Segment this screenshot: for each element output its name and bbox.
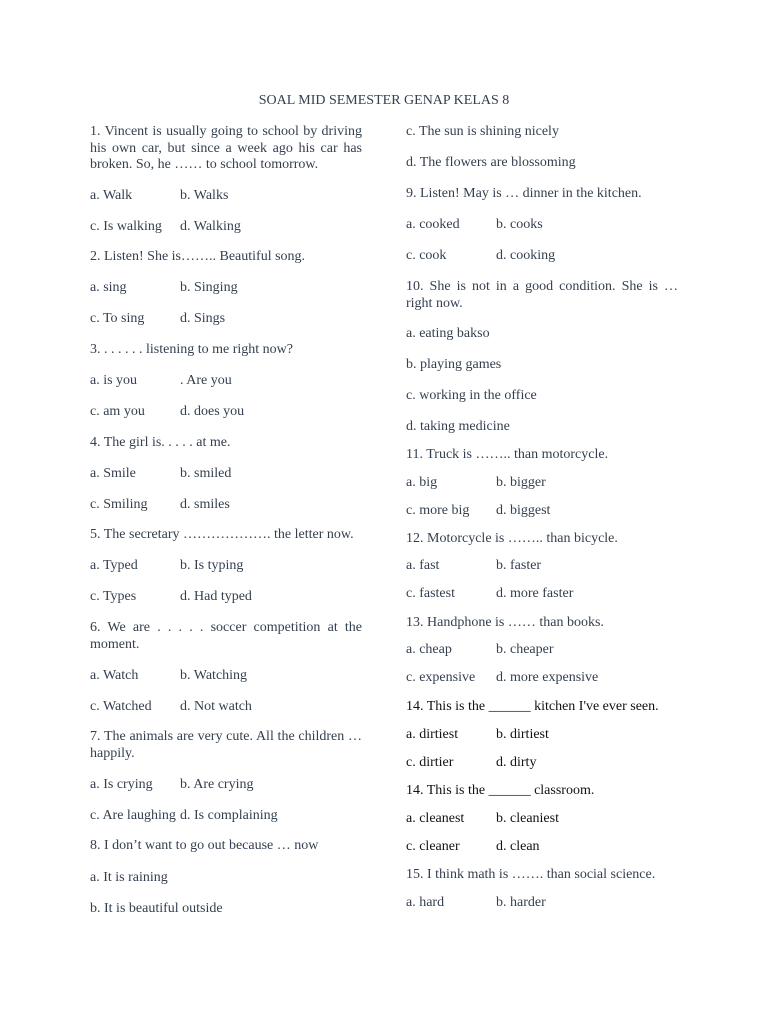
answer-option: c. cleaner bbox=[406, 839, 460, 854]
answer-option: d. dirty bbox=[496, 755, 537, 770]
answer-option: d. more expensive bbox=[496, 670, 599, 685]
answer-option: d. clean bbox=[496, 839, 540, 854]
answer-option: b. cooks bbox=[496, 217, 543, 232]
question-text: 3. . . . . . . listening to me right now? bbox=[90, 342, 293, 357]
answer-option: c. Is walking bbox=[90, 219, 162, 234]
answer-option: c. Watched bbox=[90, 699, 152, 714]
answer-option: a. Smile bbox=[90, 466, 136, 481]
question-text: 13. Handphone is …… than books. bbox=[406, 615, 604, 630]
answer-option: a. eating bakso bbox=[406, 326, 490, 341]
question-text: 8. I don’t want to go out because … now bbox=[90, 838, 319, 853]
answer-option: c. The sun is shining nicely bbox=[406, 124, 559, 139]
answer-option: c. To sing bbox=[90, 311, 145, 326]
answer-option: c. fastest bbox=[406, 586, 455, 601]
answer-option: d. smiles bbox=[180, 497, 230, 512]
question-text: 14. This is the ______ kitchen I've ever seen. bbox=[406, 699, 659, 714]
answer-option: c. Types bbox=[90, 589, 137, 604]
answer-option: b. Watching bbox=[180, 668, 248, 683]
answer-option: d. The flowers are blossoming bbox=[406, 155, 576, 170]
answer-option: a. dirtiest bbox=[406, 727, 459, 742]
question-text: 1. Vincent is usually going to school by driving his own car, but since a week ago his car has broken. So, he …… to school tomorrow. bbox=[90, 124, 362, 172]
answer-option: a. It is raining bbox=[90, 870, 168, 885]
answer-option: b. playing games bbox=[406, 357, 502, 372]
question-text: 10. She is not in a good condition. She is … right now. bbox=[406, 279, 678, 311]
answer-option: c. expensive bbox=[406, 670, 476, 685]
answer-option: d. Not watch bbox=[180, 699, 252, 714]
answer-option: c. more big bbox=[406, 503, 470, 518]
answer-option: b. harder bbox=[496, 895, 546, 910]
answer-option: d. Walking bbox=[180, 219, 241, 234]
answer-option: a. Watch bbox=[90, 668, 139, 683]
answer-option: b. cheaper bbox=[496, 642, 554, 657]
answer-option: a. sing bbox=[90, 280, 127, 295]
answer-option: c. Smiling bbox=[90, 497, 148, 512]
answer-option: d. cooking bbox=[496, 248, 556, 263]
answer-option: c. dirtier bbox=[406, 755, 454, 770]
answer-option: c. cook bbox=[406, 248, 447, 263]
question-text: 4. The girl is. . . . . at me. bbox=[90, 435, 231, 450]
question-text: 15. I think math is ……. than social science. bbox=[406, 867, 656, 882]
page-title: SOAL MID SEMESTER GENAP KELAS 8 bbox=[258, 93, 510, 108]
answer-option: a. is you bbox=[90, 373, 138, 388]
answer-option: c. am you bbox=[90, 404, 145, 419]
question-text: 11. Truck is …….. than motorcycle. bbox=[406, 447, 609, 462]
answer-option: b. Are crying bbox=[180, 777, 254, 792]
answer-option: a. cooked bbox=[406, 217, 460, 232]
answer-option: a. big bbox=[406, 475, 438, 490]
answer-option: d. Had typed bbox=[180, 589, 252, 604]
answer-option: b. smiled bbox=[180, 466, 232, 481]
answer-option: c. Are laughing bbox=[90, 808, 176, 823]
question-text: 9. Listen! May is … dinner in the kitchen. bbox=[406, 186, 642, 201]
answer-option: c. working in the office bbox=[406, 388, 537, 403]
answer-option: b. faster bbox=[496, 558, 542, 573]
answer-option: . Are you bbox=[180, 373, 232, 388]
answer-option: b. bigger bbox=[496, 475, 546, 490]
answer-option: b. Walks bbox=[180, 188, 229, 203]
answer-option: a. Typed bbox=[90, 558, 138, 573]
answer-option: d. more faster bbox=[496, 586, 574, 601]
answer-option: d. Is complaining bbox=[180, 808, 278, 823]
question-text: 6. We are . . . . . soccer competition at the moment. bbox=[90, 620, 362, 652]
answer-option: d. does you bbox=[180, 404, 245, 419]
answer-option: d. Sings bbox=[180, 311, 226, 326]
answer-option: d. biggest bbox=[496, 503, 551, 518]
answer-option: b. Is typing bbox=[180, 558, 244, 573]
answer-option: a. hard bbox=[406, 895, 445, 910]
question-text: 5. The secretary ………………. the letter now. bbox=[90, 527, 354, 542]
answer-option: a. Walk bbox=[90, 188, 133, 203]
question-text: 7. The animals are very cute. All the children … happily. bbox=[90, 729, 362, 761]
answer-option: a. cheap bbox=[406, 642, 452, 657]
answer-option: b. It is beautiful outside bbox=[90, 901, 223, 916]
answer-option: d. taking medicine bbox=[406, 419, 510, 434]
question-text: 2. Listen! She is…….. Beautiful song. bbox=[90, 249, 306, 264]
answer-option: a. Is crying bbox=[90, 777, 153, 792]
answer-option: b. dirtiest bbox=[496, 727, 549, 742]
answer-option: a. fast bbox=[406, 558, 440, 573]
answer-option: b. cleaniest bbox=[496, 811, 559, 826]
question-text: 14. This is the ______ classroom. bbox=[406, 783, 595, 798]
answer-option: b. Singing bbox=[180, 280, 238, 295]
answer-option: a. cleanest bbox=[406, 811, 465, 826]
question-text: 12. Motorcycle is …….. than bicycle. bbox=[406, 531, 618, 546]
